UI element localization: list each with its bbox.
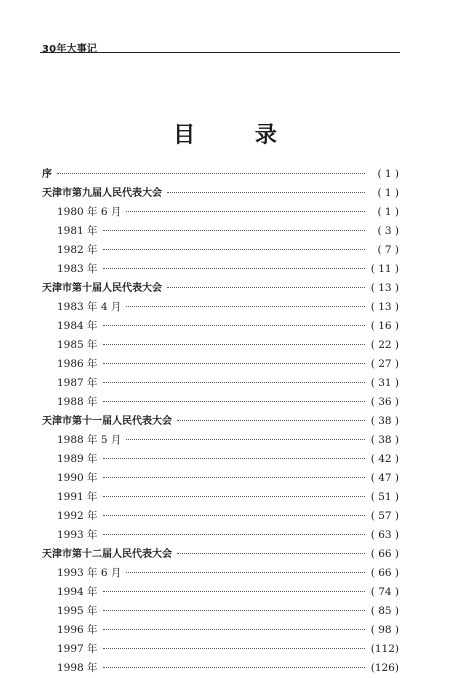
toc-entry-label: 1997 年: [57, 643, 98, 655]
toc-page-number: ( 98 ): [370, 624, 399, 636]
toc-entry-label: 1981 年: [57, 225, 98, 237]
toc-page-number: ( 36 ): [370, 396, 399, 408]
dot-leader: [103, 458, 365, 459]
toc-year-entry[interactable]: [42, 450, 399, 469]
toc-page-number: ( 47 ): [370, 472, 399, 484]
toc-year-entry[interactable]: [42, 222, 399, 241]
dot-leader: [103, 268, 365, 269]
toc-section-entry[interactable]: [42, 545, 399, 564]
toc-page-number: ( 66 ): [370, 567, 399, 579]
dot-leader: [103, 249, 365, 250]
toc-entry-label: 1982 年: [57, 244, 98, 256]
toc-page-number: ( 13 ): [370, 282, 399, 294]
toc-entry-label: 1990 年: [57, 472, 98, 484]
toc-year-entry[interactable]: [42, 640, 399, 659]
toc-entry-label: 天津市第十一届人民代表大会: [42, 416, 172, 427]
toc-page-number: ( 66 ): [370, 548, 399, 560]
toc-page-number: ( 27 ): [370, 358, 399, 370]
toc-section-entry[interactable]: [42, 279, 399, 298]
toc-entry-label: 序: [42, 169, 52, 180]
dot-leader: [103, 648, 365, 649]
dot-leader: [103, 382, 365, 383]
toc-page-number: ( 1 ): [377, 206, 399, 218]
toc-page-number: ( 13 ): [370, 301, 399, 313]
toc-entry-label: 1998 年: [57, 662, 98, 674]
toc-entry-label: 1993 年: [57, 529, 98, 541]
toc-year-entry[interactable]: [42, 602, 399, 621]
dot-leader: [126, 306, 365, 307]
page-title: 目 录: [173, 123, 303, 148]
dot-leader: [103, 591, 365, 592]
dot-leader: [103, 401, 365, 402]
toc-page-number: (126): [370, 662, 399, 674]
toc-page-number: (112): [370, 643, 399, 655]
dot-leader: [103, 230, 365, 231]
toc-entry-label: 1984 年: [57, 320, 98, 332]
dot-leader: [103, 610, 365, 611]
toc-year-entry[interactable]: [42, 564, 399, 583]
toc-year-entry[interactable]: [42, 621, 399, 640]
toc-year-entry[interactable]: [42, 298, 399, 317]
toc-page-number: ( 51 ): [370, 491, 399, 503]
toc-section-entry[interactable]: [42, 412, 399, 431]
toc-year-entry[interactable]: [42, 355, 399, 374]
table-of-contents: [42, 165, 399, 678]
toc-year-entry[interactable]: [42, 374, 399, 393]
dot-leader: [103, 515, 365, 516]
dot-leader: [103, 667, 365, 668]
toc-year-entry[interactable]: [42, 469, 399, 488]
toc-entry-label: 1988 年 5 月: [57, 434, 122, 446]
toc-page-number: ( 3 ): [377, 225, 399, 237]
dot-leader: [167, 192, 365, 193]
toc-year-entry[interactable]: [42, 393, 399, 412]
toc-page-number: ( 31 ): [370, 377, 399, 389]
toc-page-number: ( 11 ): [370, 263, 399, 275]
toc-section-entry[interactable]: [42, 184, 399, 203]
toc-page-number: ( 1 ): [377, 187, 399, 199]
toc-page-number: ( 7 ): [377, 244, 399, 256]
dot-leader: [126, 572, 365, 573]
dot-leader: [126, 439, 365, 440]
toc-entry-label: 天津市第十二届人民代表大会: [42, 549, 172, 560]
toc-entry-label: 1987 年: [57, 377, 98, 389]
toc-page-number: ( 16 ): [370, 320, 399, 332]
toc-page-number: ( 22 ): [370, 339, 399, 351]
toc-year-entry[interactable]: [42, 583, 399, 602]
toc-page-number: ( 42 ): [370, 453, 399, 465]
toc-entry-label: 1996 年: [57, 624, 98, 636]
running-head: 30年大事记: [42, 44, 98, 55]
toc-year-entry[interactable]: [42, 241, 399, 260]
toc-entry-label: 1991 年: [57, 491, 98, 503]
toc-page-number: ( 38 ): [370, 434, 399, 446]
toc-year-entry[interactable]: [42, 659, 399, 678]
toc-entry-label: 1983 年 4 月: [57, 301, 122, 313]
toc-page-number: ( 74 ): [370, 586, 399, 598]
dot-leader: [126, 211, 365, 212]
toc-entry-label: 1992 年: [57, 510, 98, 522]
toc-entry-label: 1980 年 6 月: [57, 206, 122, 218]
toc-entry-label: 1985 年: [57, 339, 98, 351]
toc-page-number: ( 38 ): [370, 415, 399, 427]
toc-entry-label: 1988 年: [57, 396, 98, 408]
dot-leader: [103, 496, 365, 497]
header-rule: [40, 52, 400, 53]
dot-leader: [177, 553, 365, 554]
dot-leader: [103, 344, 365, 345]
toc-year-entry[interactable]: [42, 488, 399, 507]
dot-leader: [103, 629, 365, 630]
toc-page-number: ( 1 ): [377, 168, 399, 180]
toc-entry-label: 天津市第十届人民代表大会: [42, 283, 162, 294]
toc-page-number: ( 57 ): [370, 510, 399, 522]
dot-leader: [103, 363, 365, 364]
toc-year-entry[interactable]: [42, 507, 399, 526]
toc-year-entry[interactable]: [42, 431, 399, 450]
toc-entry-label: 1989 年: [57, 453, 98, 465]
toc-year-entry[interactable]: [42, 260, 399, 279]
toc-entry-label: 天津市第九届人民代表大会: [42, 188, 162, 199]
dot-leader: [103, 325, 365, 326]
toc-page-number: ( 63 ): [370, 529, 399, 541]
toc-preface-entry[interactable]: [42, 165, 399, 184]
dot-leader: [57, 173, 365, 174]
dot-leader: [177, 420, 365, 421]
toc-year-entry[interactable]: [42, 317, 399, 336]
toc-year-entry[interactable]: [42, 336, 399, 355]
toc-entry-label: 1994 年: [57, 586, 98, 598]
dot-leader: [103, 534, 365, 535]
toc-entry-label: 1986 年: [57, 358, 98, 370]
toc-page-number: ( 85 ): [370, 605, 399, 617]
dot-leader: [167, 287, 365, 288]
toc-entry-label: 1983 年: [57, 263, 98, 275]
toc-entry-label: 1993 年 6 月: [57, 567, 122, 579]
toc-year-entry[interactable]: [42, 526, 399, 545]
dot-leader: [103, 477, 365, 478]
toc-entry-label: 1995 年: [57, 605, 98, 617]
toc-year-entry[interactable]: [42, 203, 399, 222]
